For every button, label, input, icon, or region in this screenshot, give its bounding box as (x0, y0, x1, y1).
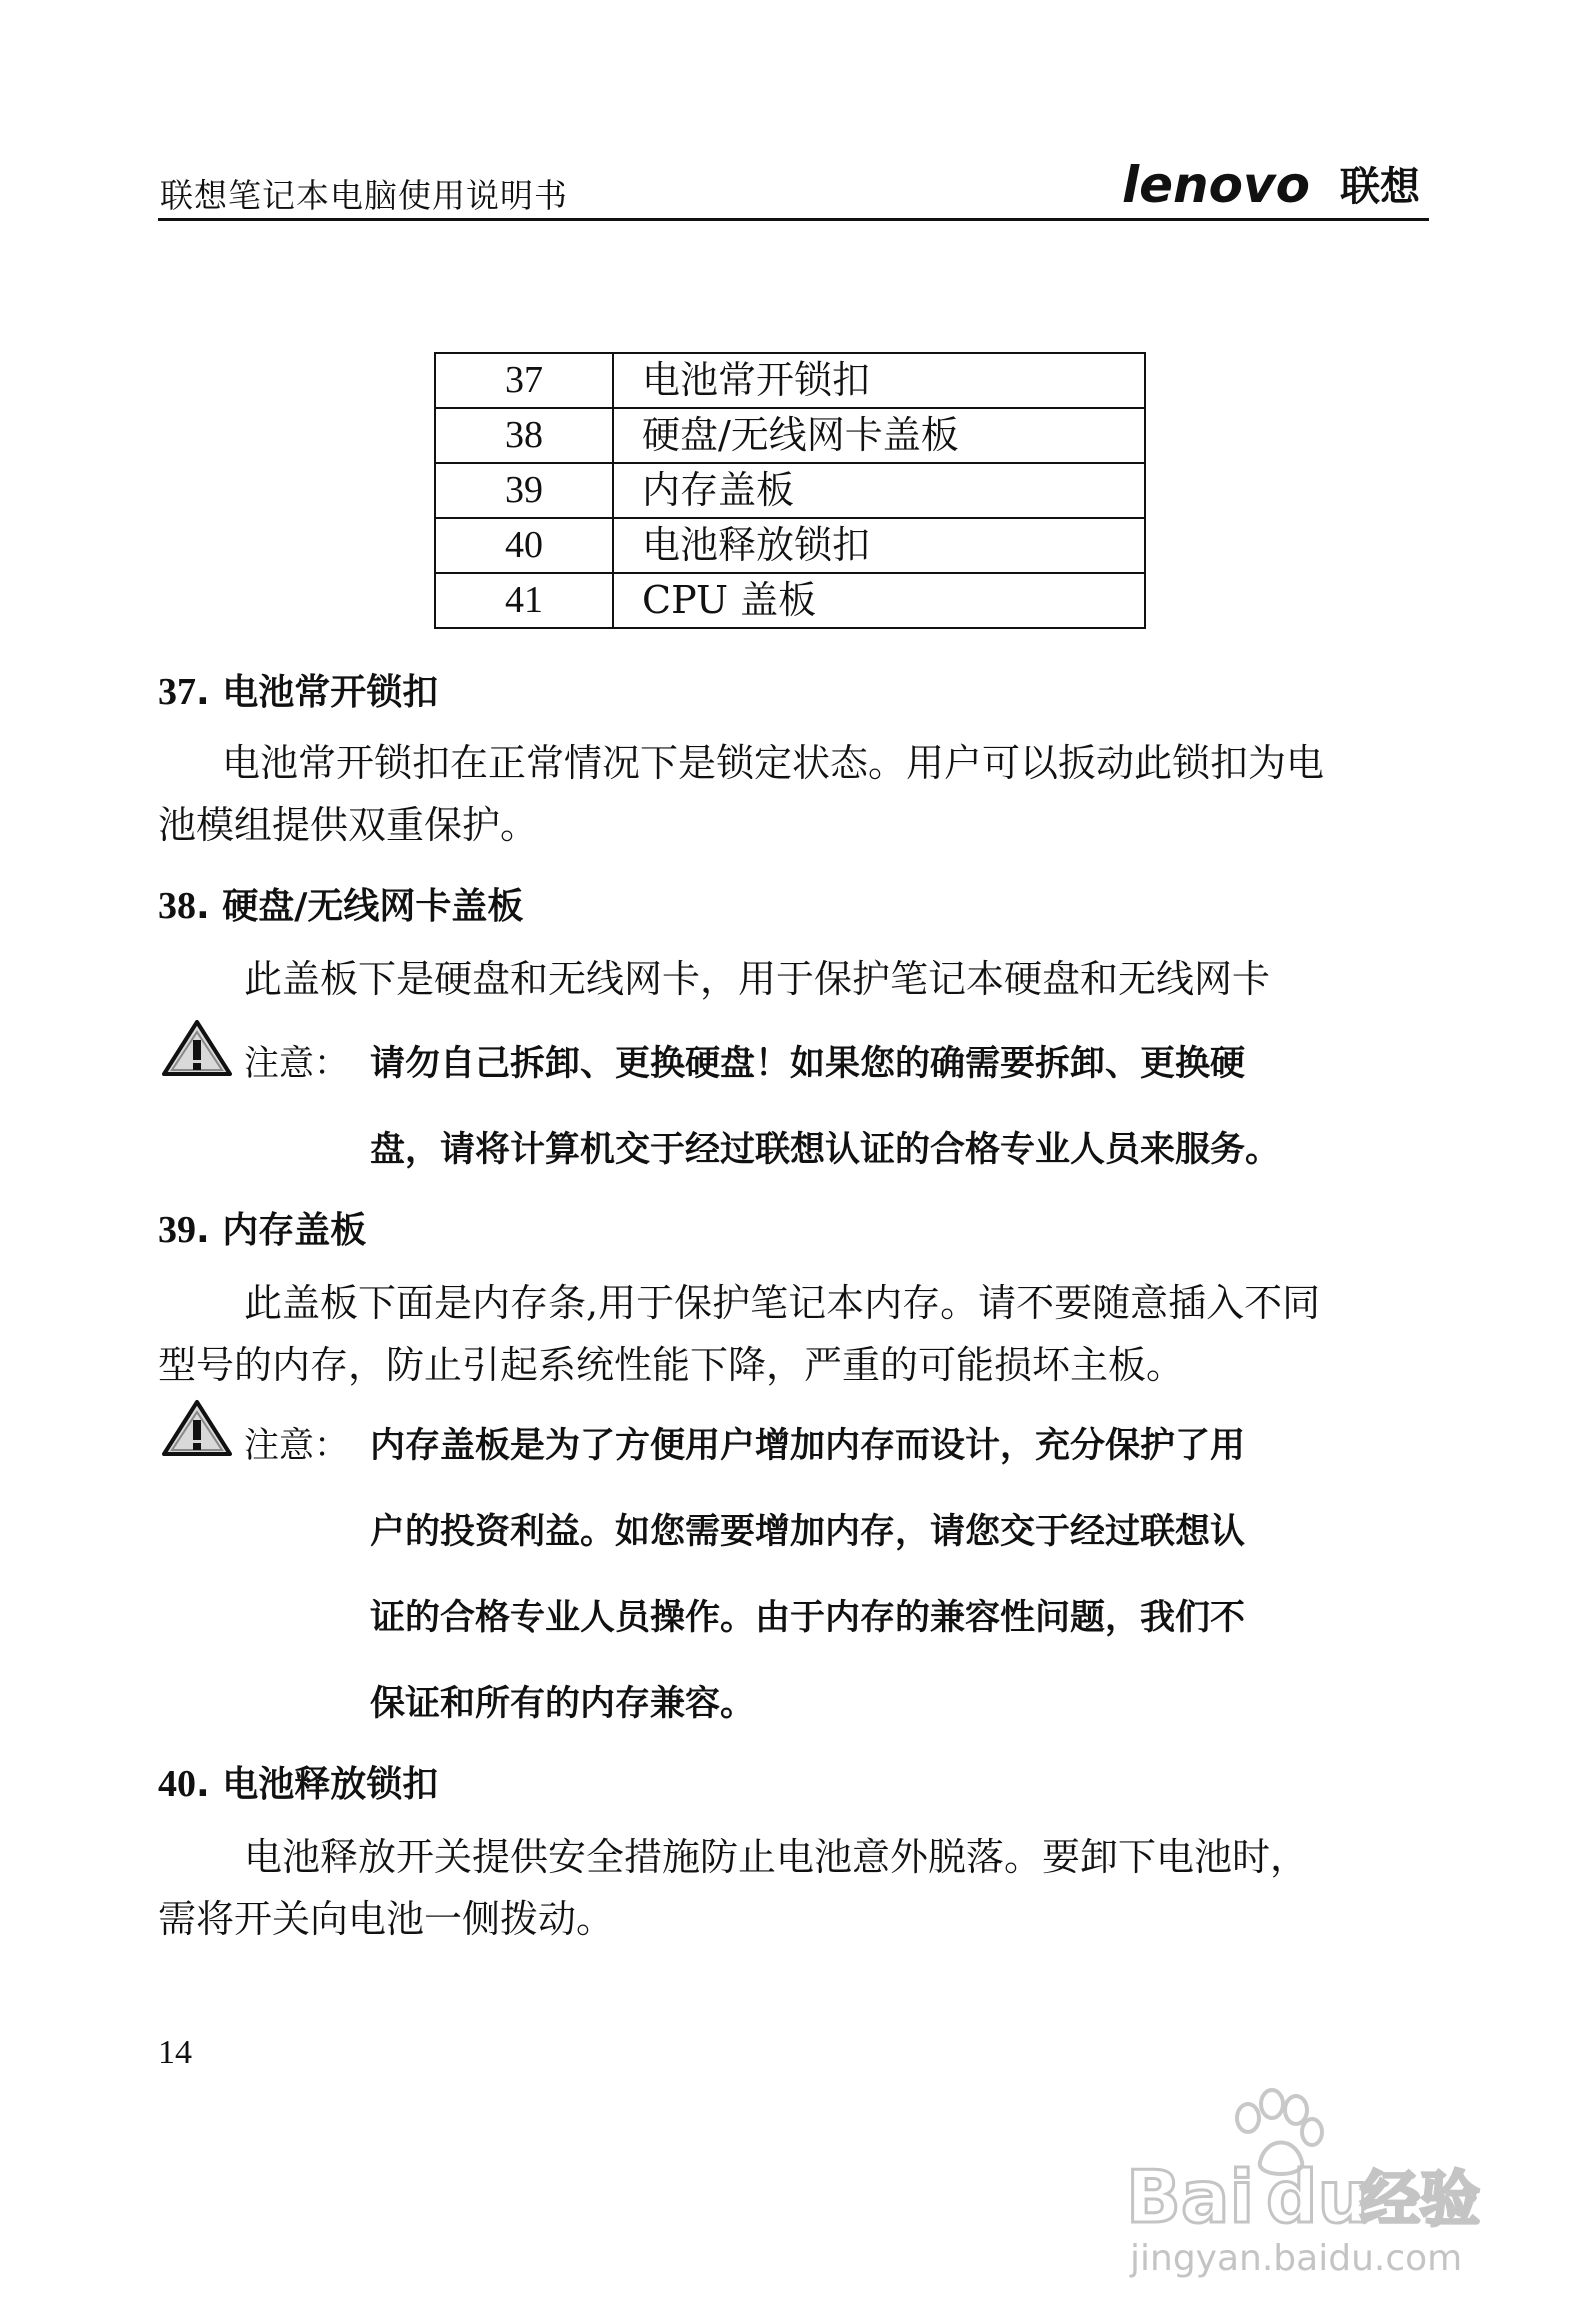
part-name: 内存盖板 (613, 463, 1145, 518)
heading-dot: . (196, 1764, 210, 1805)
section-title: 电池常开锁扣 (222, 672, 439, 713)
part-number: 38 (435, 408, 613, 463)
heading-dot: . (196, 672, 210, 713)
baidu-jingyan-watermark (1120, 2080, 1500, 2280)
warning-icon (160, 1018, 234, 1080)
heading-dot: . (196, 886, 210, 927)
part-number: 40 (435, 518, 613, 573)
part-name: 电池释放锁扣 (613, 518, 1145, 573)
lenovo-logo (1118, 150, 1438, 214)
warning-line: 请勿自己拆卸、更换硬盘！如果您的确需要拆卸、更换硬 (370, 1044, 1246, 1084)
logo-latin-text: lenovo (1122, 156, 1310, 214)
part-number: 37 (435, 353, 613, 408)
section-title: 硬盘/无线网卡盖板 (222, 886, 524, 927)
section-heading-39 (158, 1202, 366, 1253)
paragraph-line: 此盖板下面是内存条,用于保护笔记本内存。请不要随意插入不同 (244, 1281, 1321, 1325)
part-number: 41 (435, 573, 613, 628)
heading-dot: . (196, 1210, 210, 1251)
paragraph-line: 池模组提供双重保护。 (158, 803, 539, 847)
part-name: 电池常开锁扣 (613, 353, 1145, 408)
table-row (435, 408, 1145, 463)
watermark-brand-cn: 经验 (1360, 2165, 1480, 2235)
part-name: 硬盘/无线网卡盖板 (613, 408, 1145, 463)
warning-label: 注意： (244, 1044, 350, 1084)
logo-cn-text: 联想 (1340, 164, 1420, 210)
section-heading-37 (158, 664, 438, 715)
watermark-brand-latin: Bai (1126, 2155, 1255, 2239)
page-number: 14 (158, 2034, 192, 2071)
table-row (435, 573, 1145, 628)
watermark-url: jingyan.baidu.com (1130, 2238, 1463, 2279)
paragraph-line: 电池常开锁扣在正常情况下是锁定状态。用户可以扳动此锁扣为电 (222, 741, 1325, 785)
section-heading-40 (158, 1756, 438, 1807)
section-title: 内存盖板 (222, 1210, 367, 1251)
header-rule (158, 218, 1429, 221)
paragraph-line: 电池释放开关提供安全措施防止电池意外脱落。要卸下电池时， (244, 1835, 1309, 1879)
paragraph-line: 型号的内存，防止引起系统性能下降，严重的可能损坏主板。 (158, 1343, 1185, 1387)
section-heading-38 (158, 878, 523, 929)
table-row (435, 518, 1145, 573)
section-title: 电池释放锁扣 (222, 1764, 439, 1805)
warning-line: 户的投资利益。如您需要增加内存，请您交于经过联想认 (370, 1512, 1246, 1552)
part-number: 39 (435, 463, 613, 518)
warning-line: 证的合格专业人员操作。由于内存的兼容性问题，我们不 (370, 1598, 1246, 1638)
warning-label: 注意： (244, 1426, 350, 1466)
warning-line: 内存盖板是为了方便用户增加内存而设计，充分保护了用 (370, 1426, 1246, 1466)
warning-line: 保证和所有的内存兼容。 (370, 1684, 756, 1724)
table-row (435, 463, 1145, 518)
warning-line: 盘，请将计算机交于经过联想认证的合格专业人员来服务。 (370, 1130, 1281, 1170)
warning-icon (160, 1398, 234, 1460)
part-name: CPU 盖板 (613, 573, 1145, 628)
paragraph-line: 需将开关向电池一侧拨动。 (158, 1897, 615, 1941)
section-number: 37 (158, 671, 196, 713)
section-number: 38 (158, 885, 196, 927)
paragraph-line: 此盖板下是硬盘和无线网卡，用于保护笔记本硬盘和无线网卡 (244, 957, 1271, 1001)
document-title: 联想笔记本电脑使用说明书 (160, 176, 568, 215)
table-row (435, 353, 1145, 408)
parts-table (434, 352, 1146, 629)
watermark-brand-latin2: du (1266, 2155, 1369, 2239)
section-number: 39 (158, 1209, 196, 1251)
section-number: 40 (158, 1763, 196, 1805)
